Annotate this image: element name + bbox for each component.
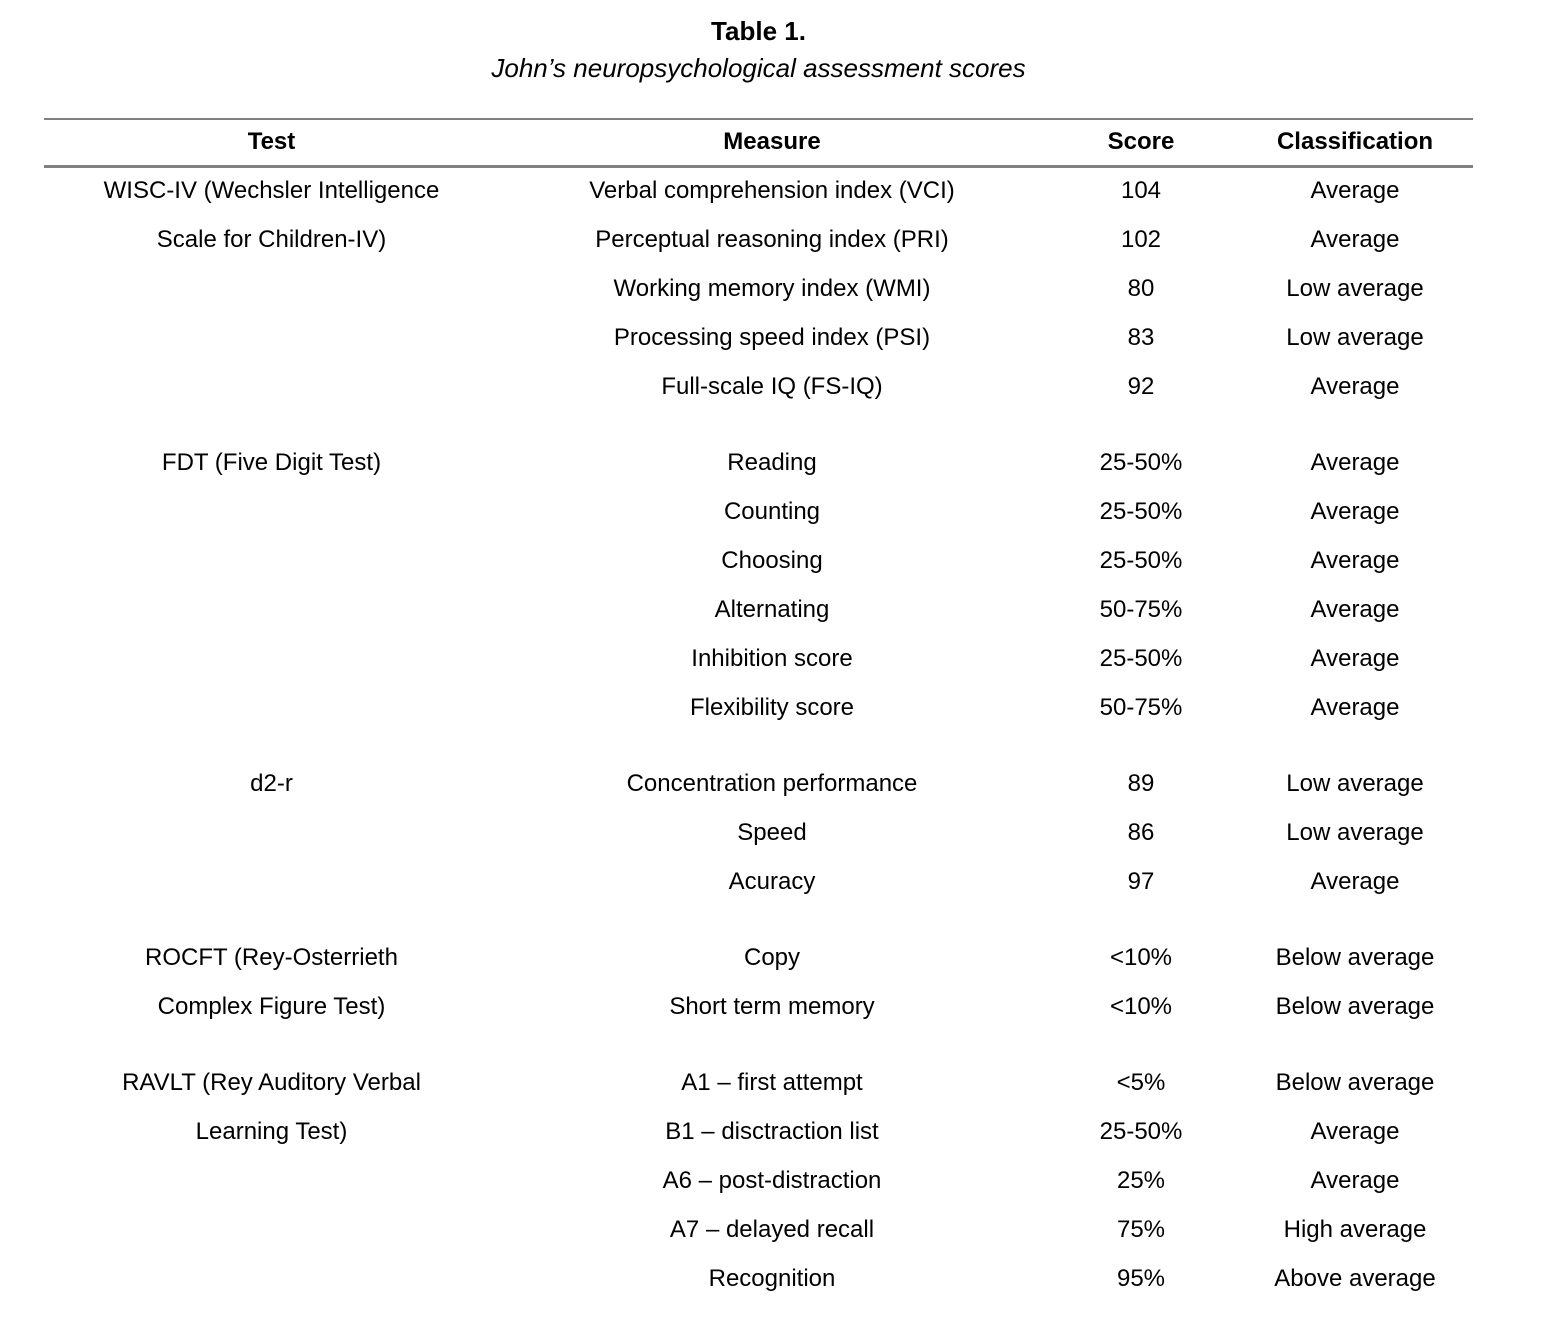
table-row	[44, 585, 1473, 634]
section-spacer-row	[44, 906, 1473, 933]
test-cell: FDT (Five Digit Test)	[161, 448, 382, 476]
measure-cell: Recognition	[708, 1264, 836, 1292]
table-row	[44, 536, 1473, 585]
score-cell: 25-50%	[1099, 497, 1183, 525]
test-cell: Learning Test)	[195, 1117, 348, 1145]
test-cell: RAVLT (Rey Auditory Verbal	[122, 1068, 421, 1096]
test-cell	[44, 634, 499, 683]
classification-cell: Average	[1310, 448, 1400, 476]
measure-cell: Counting	[723, 497, 821, 525]
section-spacer-row	[44, 1031, 1473, 1058]
classification-cell: Average	[1310, 867, 1400, 895]
score-cell: 92	[1127, 372, 1155, 400]
measure-cell: Acuracy	[728, 867, 816, 895]
spacer-cell	[44, 732, 1473, 759]
test-cell: WISC-IV (Wechsler Intelligence	[103, 177, 440, 205]
test-cell	[44, 536, 499, 585]
measure-cell: Concentration performance	[626, 769, 918, 797]
score-cell: 97	[1127, 867, 1155, 895]
measure-cell: Full-scale IQ (FS-IQ)	[661, 372, 883, 400]
table-caption	[44, 0, 1473, 88]
column-header-score: Score	[1045, 119, 1237, 166]
classification-cell: Average	[1310, 546, 1400, 574]
table-row	[44, 1156, 1473, 1205]
test-cell	[44, 362, 499, 411]
table-row	[44, 1058, 1473, 1107]
table-row	[44, 759, 1473, 808]
test-cell	[44, 857, 499, 906]
measure-cell: Alternating	[714, 595, 830, 623]
score-cell: 89	[1127, 769, 1155, 797]
score-cell: 102	[1120, 225, 1162, 253]
score-cell: 50-75%	[1099, 595, 1183, 623]
classification-cell: Below average	[1275, 1068, 1435, 1096]
score-cell: 104	[1120, 177, 1162, 205]
table-row	[44, 857, 1473, 906]
column-header-test: Test	[44, 119, 499, 166]
table-row	[44, 1107, 1473, 1156]
table-row	[44, 313, 1473, 362]
test-cell	[44, 313, 499, 362]
table-caption-number: Table 1.	[711, 16, 806, 46]
classification-cell: Above average	[1274, 1264, 1436, 1292]
score-cell: 25-50%	[1099, 448, 1183, 476]
section-spacer-row	[44, 732, 1473, 759]
spacer-cell	[44, 906, 1473, 933]
measure-cell: B1 – disctraction list	[665, 1117, 879, 1145]
test-cell	[44, 808, 499, 857]
spacer-cell	[44, 411, 1473, 438]
classification-cell: Average	[1310, 225, 1400, 253]
test-cell	[44, 487, 499, 536]
table-row	[44, 215, 1473, 264]
classification-cell: Average	[1310, 372, 1400, 400]
classification-cell: Average	[1310, 1166, 1400, 1194]
test-cell: ROCFT (Rey-Osterrieth	[145, 943, 398, 971]
classification-cell: Low average	[1286, 818, 1424, 846]
column-header-classification: Classification	[1237, 119, 1473, 166]
test-cell	[44, 1156, 499, 1205]
score-cell: 95%	[1116, 1264, 1166, 1292]
measure-cell: Perceptual reasoning index (PRI)	[595, 225, 949, 253]
classification-cell: Average	[1310, 1117, 1400, 1145]
measure-cell: Choosing	[721, 546, 823, 574]
score-cell: 25-50%	[1099, 1117, 1183, 1145]
classification-cell: High average	[1283, 1215, 1427, 1243]
test-cell	[44, 683, 499, 732]
classification-cell: Average	[1310, 693, 1400, 721]
table-row	[44, 1254, 1473, 1303]
table-row	[44, 487, 1473, 536]
measure-cell: Verbal comprehension index (VCI)	[589, 177, 955, 205]
column-header-measure: Measure	[499, 119, 1045, 166]
measure-cell: Short term memory	[669, 992, 875, 1020]
score-cell: 25%	[1116, 1166, 1166, 1194]
score-cell: <5%	[1116, 1068, 1166, 1096]
measure-cell: Copy	[743, 943, 801, 971]
table-body	[44, 166, 1473, 1303]
classification-cell: Average	[1310, 644, 1400, 672]
score-cell: <10%	[1109, 943, 1173, 971]
measure-cell: A6 – post-distraction	[662, 1166, 882, 1194]
header-row	[44, 119, 1473, 166]
score-cell: 25-50%	[1099, 546, 1183, 574]
classification-cell: Average	[1310, 595, 1400, 623]
test-cell	[44, 585, 499, 634]
table-row	[44, 808, 1473, 857]
measure-cell: Inhibition score	[691, 644, 853, 672]
test-cell: Complex Figure Test)	[157, 992, 386, 1020]
section-spacer-row	[44, 411, 1473, 438]
classification-cell: Average	[1310, 497, 1400, 525]
test-cell	[44, 1254, 499, 1303]
measure-cell: Processing speed index (PSI)	[613, 323, 931, 351]
table-row	[44, 264, 1473, 313]
test-cell: d2-r	[250, 769, 293, 797]
table-row	[44, 933, 1473, 982]
table-row	[44, 438, 1473, 487]
score-cell: 50-75%	[1099, 693, 1183, 721]
table-row	[44, 362, 1473, 411]
table-row	[44, 166, 1473, 215]
classification-cell: Below average	[1275, 992, 1435, 1020]
measure-cell: Working memory index (WMI)	[613, 274, 931, 302]
classification-cell: Low average	[1286, 274, 1424, 302]
classification-cell: Average	[1310, 177, 1400, 205]
measure-cell: Reading	[727, 448, 817, 476]
assessment-table	[44, 118, 1473, 1303]
score-cell: 83	[1127, 323, 1155, 351]
test-cell	[44, 1205, 499, 1254]
classification-cell: Low average	[1286, 323, 1424, 351]
table-row	[44, 982, 1473, 1031]
score-cell: 75%	[1116, 1215, 1166, 1243]
measure-cell: Speed	[737, 818, 807, 846]
spacer-cell	[44, 1031, 1473, 1058]
classification-cell: Low average	[1286, 769, 1424, 797]
score-cell: 86	[1127, 818, 1155, 846]
classification-cell: Below average	[1275, 943, 1435, 971]
score-cell: <10%	[1109, 992, 1173, 1020]
measure-cell: Flexibility score	[689, 693, 855, 721]
test-cell: Scale for Children-IV)	[156, 225, 387, 253]
table-row	[44, 634, 1473, 683]
test-cell	[44, 264, 499, 313]
measure-cell: A1 – first attempt	[681, 1068, 863, 1096]
table-row	[44, 1205, 1473, 1254]
table-row	[44, 683, 1473, 732]
score-cell: 25-50%	[1099, 644, 1183, 672]
score-cell: 80	[1127, 274, 1155, 302]
table-caption-text: John’s neuropsychological assessment scores	[491, 53, 1026, 83]
measure-cell: A7 – delayed recall	[669, 1215, 875, 1243]
